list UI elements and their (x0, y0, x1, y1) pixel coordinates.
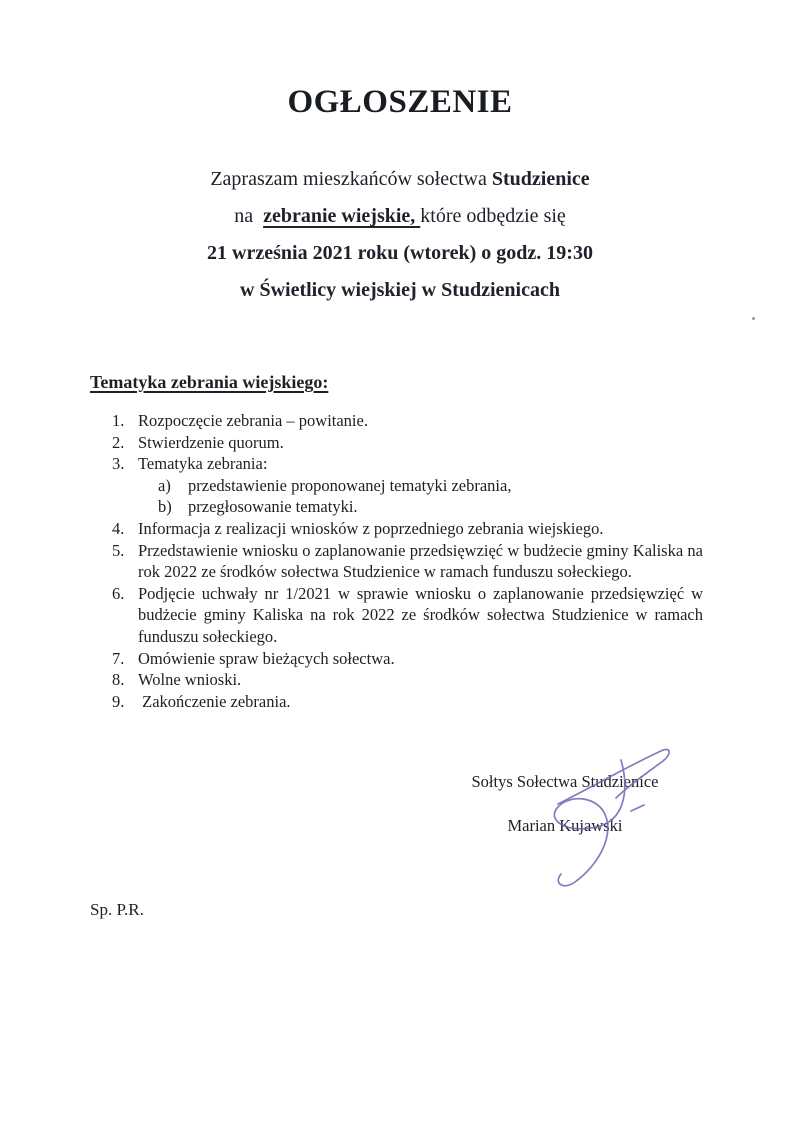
agenda-item-number: 4. (112, 518, 125, 538)
agenda-item (112, 518, 703, 540)
agenda-item-text: Zakończenie zebrania. (138, 691, 291, 711)
agenda-item-text: Wolne wnioski. (138, 670, 242, 690)
agenda-item-text: Podjęcie uchwały nr 1/2021 w sprawie wniosku o zaplanowanie przedsięwzięć w budżecie gminy Kaliska na rok 2022 ze środków sołectwa Studzienice w ramach funduszu sołeckiego. (138, 583, 703, 646)
agenda-item-text: Omówienie spraw bieżących sołectwa. (138, 648, 395, 668)
agenda-item-text: Rozpoczęcie zebrania – powitanie. (138, 411, 368, 430)
agenda-item-text: Informacja z realizacji wniosków z poprzedniego zebrania wiejskiego. (138, 518, 604, 538)
agenda-subitem (158, 496, 703, 518)
signature-role: Sołtys Sołectwa Studzienice (471, 772, 659, 791)
agenda-item (112, 691, 703, 713)
agenda-item-text: Przedstawienie wniosku o zaplanowanie przedsięwzięć w budżecie gminy Kaliska na rok 2022 ze środków sołectwa Studzienice w ramach funduszu sołeckiego. (138, 540, 703, 582)
intro-paragraph (0, 161, 800, 309)
agenda-item-number: 6. (112, 583, 125, 603)
agenda-heading: Tematyka zebrania wiejskiego: (90, 372, 329, 392)
agenda-subitem-letter: b) (158, 497, 172, 517)
agenda-item-number: 3. (112, 454, 125, 474)
footer-initials: Sp. P.R. (90, 900, 144, 919)
agenda-item-number: 1. (112, 411, 125, 430)
agenda-item-number: 7. (112, 648, 125, 668)
agenda-item-text: Tematyka zebrania: (138, 454, 268, 474)
document-title: OGŁOSZENIE (287, 84, 513, 120)
intro-line-1 (0, 161, 800, 198)
agenda-item-number: 2. (112, 432, 125, 452)
intro-line-2-post: które odbędzie się (420, 205, 566, 227)
agenda-item-number: 8. (112, 670, 125, 690)
agenda-item (112, 669, 703, 691)
scan-artifact-dot (752, 317, 755, 320)
signature-name: Marian Kujawski (507, 816, 623, 835)
agenda-subitem-letter: a) (158, 475, 171, 495)
agenda-subitem (158, 475, 703, 497)
agenda-item-text: Stwierdzenie quorum. (138, 432, 284, 452)
agenda-item (112, 410, 703, 432)
agenda-item (112, 540, 703, 583)
agenda-subitem-text: przedstawienie proponowanej tematyki zebrania, (188, 475, 512, 495)
signature-block (440, 772, 690, 835)
agenda-item-number: 9. (112, 691, 125, 711)
agenda-item (112, 432, 703, 454)
intro-line-1-bold: Studzienice (491, 168, 590, 190)
agenda-list (0, 410, 800, 712)
intro-line-3: 21 września 2021 roku (wtorek) o godz. 19:30 (207, 242, 593, 264)
intro-line-4: w Świetlicy wiejskiej w Studzienicach (240, 279, 560, 301)
agenda-item (112, 648, 703, 670)
agenda-item (112, 583, 703, 648)
agenda-item (112, 453, 703, 475)
intro-line-2-pre: na (234, 205, 264, 227)
agenda-item-number: 5. (112, 540, 125, 560)
agenda-subitem-text: przegłosowanie tematyki. (188, 497, 358, 517)
intro-line-2-bold-underlined: zebranie wiejskie, (263, 205, 421, 227)
intro-line-1-normal: Zapraszam mieszkańców sołectwa (210, 168, 492, 190)
intro-line-2 (0, 198, 800, 235)
